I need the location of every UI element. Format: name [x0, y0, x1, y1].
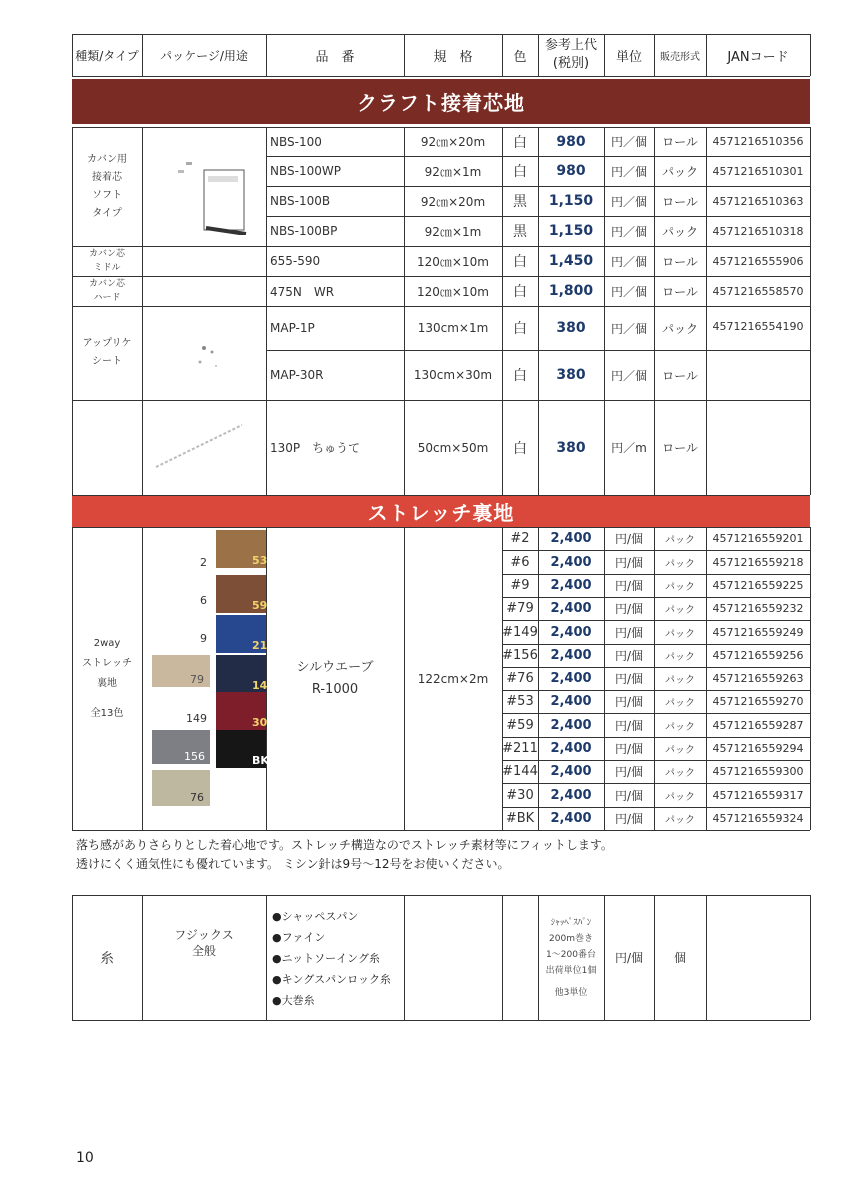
- package-image-nbs: [168, 150, 250, 235]
- table-rule: [502, 895, 503, 1020]
- type-bag-middle-line: ミドル: [93, 263, 121, 273]
- header-type: 種類/タイプ: [75, 48, 139, 63]
- thread-price-line: 出荷単位1個: [545, 965, 597, 976]
- header-price: [538, 34, 604, 76]
- thread-package: [142, 895, 266, 1020]
- product-code: 130P ちゅうて: [270, 441, 361, 455]
- product-jan: 4571216558570: [712, 284, 804, 298]
- type-applique-sheet-line: シート: [92, 356, 122, 367]
- header-spec: 規 格: [433, 49, 473, 65]
- thread-price-line: 200m巻き: [549, 933, 593, 944]
- product-code: NBS-100B: [270, 194, 331, 208]
- product-sales: パック: [665, 558, 695, 570]
- product-price: 2,400: [550, 811, 592, 826]
- product-unit: 円／個: [610, 321, 647, 336]
- product-jan: 4571216559232: [712, 602, 804, 615]
- product-spec: 92㎝×1m: [424, 224, 482, 239]
- color-code: #76: [506, 671, 534, 686]
- header-package: パッケージ/用途: [160, 48, 248, 63]
- product-sales: パック: [661, 224, 698, 239]
- product-price: 2,400: [550, 741, 592, 756]
- product-price: 1,150: [548, 193, 594, 209]
- product-unit: 円/個: [614, 579, 644, 593]
- product-unit: 円/個: [614, 788, 644, 803]
- package-image-applique: [182, 340, 232, 380]
- product-sales: パック: [665, 698, 695, 709]
- type-bag-soft-line: 接着芯: [92, 171, 122, 183]
- type-bag-middle: [72, 246, 142, 276]
- color-code: #9: [510, 578, 530, 593]
- type-bag-middle-line: カバン芯: [88, 249, 125, 259]
- product-sales: ロール: [662, 254, 698, 269]
- product-unit: 円/個: [614, 555, 644, 570]
- table-rule: [72, 830, 810, 831]
- thread-item: ●ニットソーイング糸: [272, 952, 380, 965]
- product-price: 2,400: [550, 578, 592, 593]
- product-jan: 4571216559218: [712, 555, 804, 569]
- product-silwave-line: シルウエーブ: [296, 659, 374, 675]
- product-jan: 4571216559294: [712, 742, 804, 755]
- product-color: 白: [513, 164, 527, 180]
- table-rule: [810, 527, 811, 830]
- swatch-label: 149: [186, 712, 207, 725]
- product-silwave-line: R-1000: [311, 681, 359, 697]
- product-sales: パック: [665, 721, 695, 733]
- product-price: 2,400: [550, 531, 592, 546]
- table-rule: [404, 895, 405, 1020]
- color-code: #211: [502, 741, 538, 756]
- product-unit: 円/個: [614, 718, 644, 733]
- product-sales: ロール: [662, 368, 698, 383]
- header-color: 色: [513, 49, 527, 65]
- product-jan: 4571216510356: [712, 135, 804, 148]
- thread-price-line: 1～200番台: [546, 949, 596, 960]
- header-price-label: 参考上代: [544, 38, 597, 53]
- type-bag-hard-line: カバン芯: [88, 279, 125, 289]
- swatch-label: 2: [200, 556, 207, 569]
- description-line-1: 落ち感がありさらりとした着心地です。ストレッチ構造なのでストレッチ素材等にフィットします。: [76, 838, 613, 852]
- section-banner-stretch: ストレッチ裏地: [72, 496, 810, 527]
- product-color: 白: [513, 368, 527, 384]
- product-jan: 4571216559263: [712, 672, 804, 685]
- type-stretch-line: 裏地: [97, 677, 117, 689]
- table-rule: [72, 76, 810, 77]
- product-sales: パック: [661, 321, 698, 336]
- product-jan: 4571216510301: [712, 164, 804, 178]
- product-price: 380: [556, 320, 586, 336]
- thread-package-line: 全般: [191, 944, 216, 958]
- swatch-number: 21: [252, 639, 268, 652]
- product-price: 2,400: [550, 694, 592, 709]
- product-price: 980: [556, 133, 586, 150]
- product-sales: パック: [665, 605, 695, 616]
- product-price: 380: [556, 439, 586, 456]
- product-jan: 4571216559300: [712, 765, 804, 778]
- product-jan: 4571216559225: [712, 579, 804, 592]
- product-code: MAP-30R: [270, 368, 324, 382]
- product-color: 白: [513, 284, 527, 300]
- product-sales: ロール: [662, 135, 698, 149]
- table-rule: [142, 527, 143, 830]
- product-code: NBS-100WP: [270, 164, 341, 178]
- product-jan: 4571216559287: [712, 718, 804, 732]
- header-sales: 販売形式: [660, 51, 700, 63]
- product-price: 2,400: [550, 764, 592, 779]
- product-sales: パック: [665, 628, 695, 640]
- product-price: 1,150: [548, 223, 594, 239]
- swatch-number: 79: [190, 673, 204, 686]
- type-stretch-line: ストレッチ: [82, 657, 132, 669]
- product-price: 2,400: [550, 554, 592, 570]
- product-spec: 122cm×2m: [417, 671, 489, 686]
- product-code: 655-590: [270, 254, 321, 268]
- product-sales: パック: [665, 815, 695, 826]
- product-price: 2,400: [550, 671, 592, 686]
- product-sales: ロール: [662, 441, 698, 455]
- thread-price-line: ｼｬｯﾍﾟｽﾊﾟﾝ: [550, 917, 592, 928]
- product-code: MAP-1P: [270, 321, 315, 335]
- product-unit: 円／個: [610, 284, 647, 299]
- product-price: 2,400: [550, 717, 592, 733]
- package-image-130p: [150, 415, 250, 475]
- type-bag-hard: [72, 276, 142, 306]
- color-code: #79: [506, 601, 534, 616]
- product-color: 白: [513, 254, 527, 270]
- product-price: 980: [556, 163, 586, 179]
- section-banner-craft: クラフト接着芯地: [72, 79, 810, 124]
- description-line-2: 透けにくく通気性にも優れています。 ミシン針は9号～12号をお使いください。: [76, 857, 510, 871]
- product-price: 2,400: [550, 601, 592, 616]
- table-rule: [266, 895, 267, 1020]
- color-code: #59: [506, 717, 534, 733]
- table-rule: [706, 895, 707, 1020]
- product-spec: 120㎝×10m: [417, 254, 489, 269]
- type-thread: 糸: [100, 950, 114, 967]
- header-unit: 単位: [615, 49, 642, 65]
- color-code: #30: [506, 787, 534, 803]
- thread-package-line: フジックス: [174, 928, 234, 942]
- type-bag-soft-line: カバン用: [87, 153, 127, 165]
- color-code: #2: [510, 531, 530, 546]
- swatch-number: 59: [252, 599, 268, 612]
- product-jan: 4571216510363: [712, 194, 804, 208]
- product-unit: 円／個: [610, 368, 647, 383]
- product-jan: 4571216559317: [712, 788, 804, 802]
- page-number: 10: [76, 1150, 94, 1166]
- thread-sales: 個: [673, 951, 686, 965]
- product-jan: 4571216510318: [712, 224, 804, 238]
- thread-item: ●シャッペスパン: [272, 910, 359, 923]
- product-code: 475N WR: [270, 284, 335, 299]
- product-unit: 円／個: [610, 224, 647, 239]
- product-price: 1,800: [548, 283, 594, 299]
- table-rule: [810, 895, 811, 1020]
- type-stretch-lining: [72, 527, 142, 830]
- header-jan: JANコード: [727, 49, 789, 65]
- color-code: #6: [510, 554, 530, 570]
- product-color: 黒: [513, 194, 527, 210]
- product-unit: 円／個: [610, 135, 647, 149]
- thread-item: ●ファイン: [272, 931, 326, 944]
- product-sales: パック: [665, 652, 695, 663]
- thread-price-line: 他3単位: [554, 987, 588, 998]
- product-sales: パック: [665, 582, 695, 593]
- product-color: 白: [513, 440, 527, 457]
- product-sales: パック: [665, 675, 695, 686]
- product-sales: パック: [665, 791, 695, 803]
- swatch-label: 9: [200, 632, 207, 645]
- swatch-number: 14: [252, 679, 268, 692]
- product-spec: 92㎝×20m: [420, 194, 486, 209]
- product-jan: [706, 400, 810, 495]
- product-sales: パック: [665, 535, 695, 546]
- product-color: 白: [513, 321, 527, 337]
- product-jan: 4571216559201: [712, 532, 804, 545]
- product-unit: 円／個: [610, 194, 647, 209]
- product-color: 黒: [513, 224, 527, 240]
- product-unit: 円/個: [614, 672, 644, 686]
- table-rule: [810, 127, 811, 495]
- product-unit: 円／個: [610, 254, 647, 269]
- product-code: NBS-100: [270, 134, 322, 149]
- product-price: 380: [556, 367, 586, 383]
- product-unit: 円／個: [610, 164, 647, 179]
- product-unit: 円/個: [614, 532, 644, 546]
- product-unit: 円/個: [614, 649, 644, 663]
- product-unit: 円/個: [614, 812, 644, 826]
- product-spec: 130cm×30m: [413, 368, 493, 382]
- product-unit: 円/個: [614, 765, 644, 779]
- product-jan: 4571216559249: [712, 625, 804, 639]
- color-code: #149: [502, 624, 538, 640]
- product-unit: 円/個: [614, 625, 644, 640]
- table-rule: [72, 1020, 810, 1021]
- header-price-tax: (税別): [552, 56, 590, 71]
- color-code: #53: [506, 694, 534, 709]
- type-applique-sheet: [72, 306, 142, 400]
- table-rule: [142, 127, 143, 495]
- product-sales: ロール: [662, 284, 698, 299]
- product-jan: 4571216559270: [712, 695, 804, 708]
- product-code: NBS-100BP: [270, 224, 338, 238]
- product-color: 白: [513, 134, 527, 151]
- type-bag-soft-line: タイプ: [92, 207, 122, 219]
- color-code: #BK: [505, 811, 535, 826]
- product-unit: 円/個: [614, 742, 644, 756]
- product-silwave: [266, 527, 404, 830]
- type-bag-hard-line: ハード: [93, 293, 121, 303]
- product-sales: パック: [661, 164, 698, 179]
- type-bag-soft-line: ソフト: [92, 189, 122, 201]
- product-spec: 92㎝×1m: [424, 164, 482, 179]
- product-jan: 4571216559324: [712, 812, 804, 825]
- product-jan: 4571216555906: [712, 254, 804, 268]
- product-spec: 92㎝×20m: [420, 135, 486, 149]
- product-spec: 50cm×50m: [417, 440, 489, 455]
- type-bag-soft: [72, 127, 142, 246]
- thread-item: ●キングスパンロック糸: [272, 973, 391, 986]
- product-sales: パック: [665, 745, 695, 756]
- swatch-number: BK: [252, 754, 269, 767]
- product-jan: 4571216554190: [712, 320, 804, 333]
- product-unit: 円/個: [614, 602, 644, 616]
- thread-unit: 円/個: [614, 951, 644, 965]
- color-code: #156: [502, 648, 538, 663]
- type-stretch-line: 2way: [93, 637, 121, 649]
- thread-item: ●大巻糸: [272, 994, 315, 1007]
- table-rule: [810, 34, 811, 76]
- product-unit: 円/個: [614, 695, 644, 709]
- swatch-number: 76: [190, 791, 204, 804]
- swatch-number: 30: [252, 716, 268, 729]
- type-applique-sheet-line: アップリケ: [82, 338, 132, 349]
- swatch-label: 6: [200, 594, 207, 607]
- product-sales: ロール: [662, 194, 698, 209]
- product-spec: 130cm×1m: [417, 321, 489, 335]
- product-price: 2,400: [550, 624, 592, 640]
- header-product: 品 番: [315, 49, 355, 65]
- product-price: 2,400: [550, 648, 592, 663]
- color-code: #144: [502, 764, 538, 779]
- product-price: 2,400: [550, 787, 592, 803]
- product-spec: 120㎝×10m: [417, 284, 489, 299]
- swatch-number: 156: [184, 750, 205, 763]
- thread-price-notes: [538, 895, 604, 1020]
- swatch-number: 53: [252, 554, 268, 567]
- product-price: 1,450: [548, 253, 594, 269]
- product-jan: 4571216559256: [712, 649, 804, 662]
- color-count: 全13色: [90, 707, 124, 719]
- product-jan: [706, 350, 810, 400]
- product-unit: 円／m: [611, 441, 647, 455]
- product-sales: パック: [665, 768, 695, 779]
